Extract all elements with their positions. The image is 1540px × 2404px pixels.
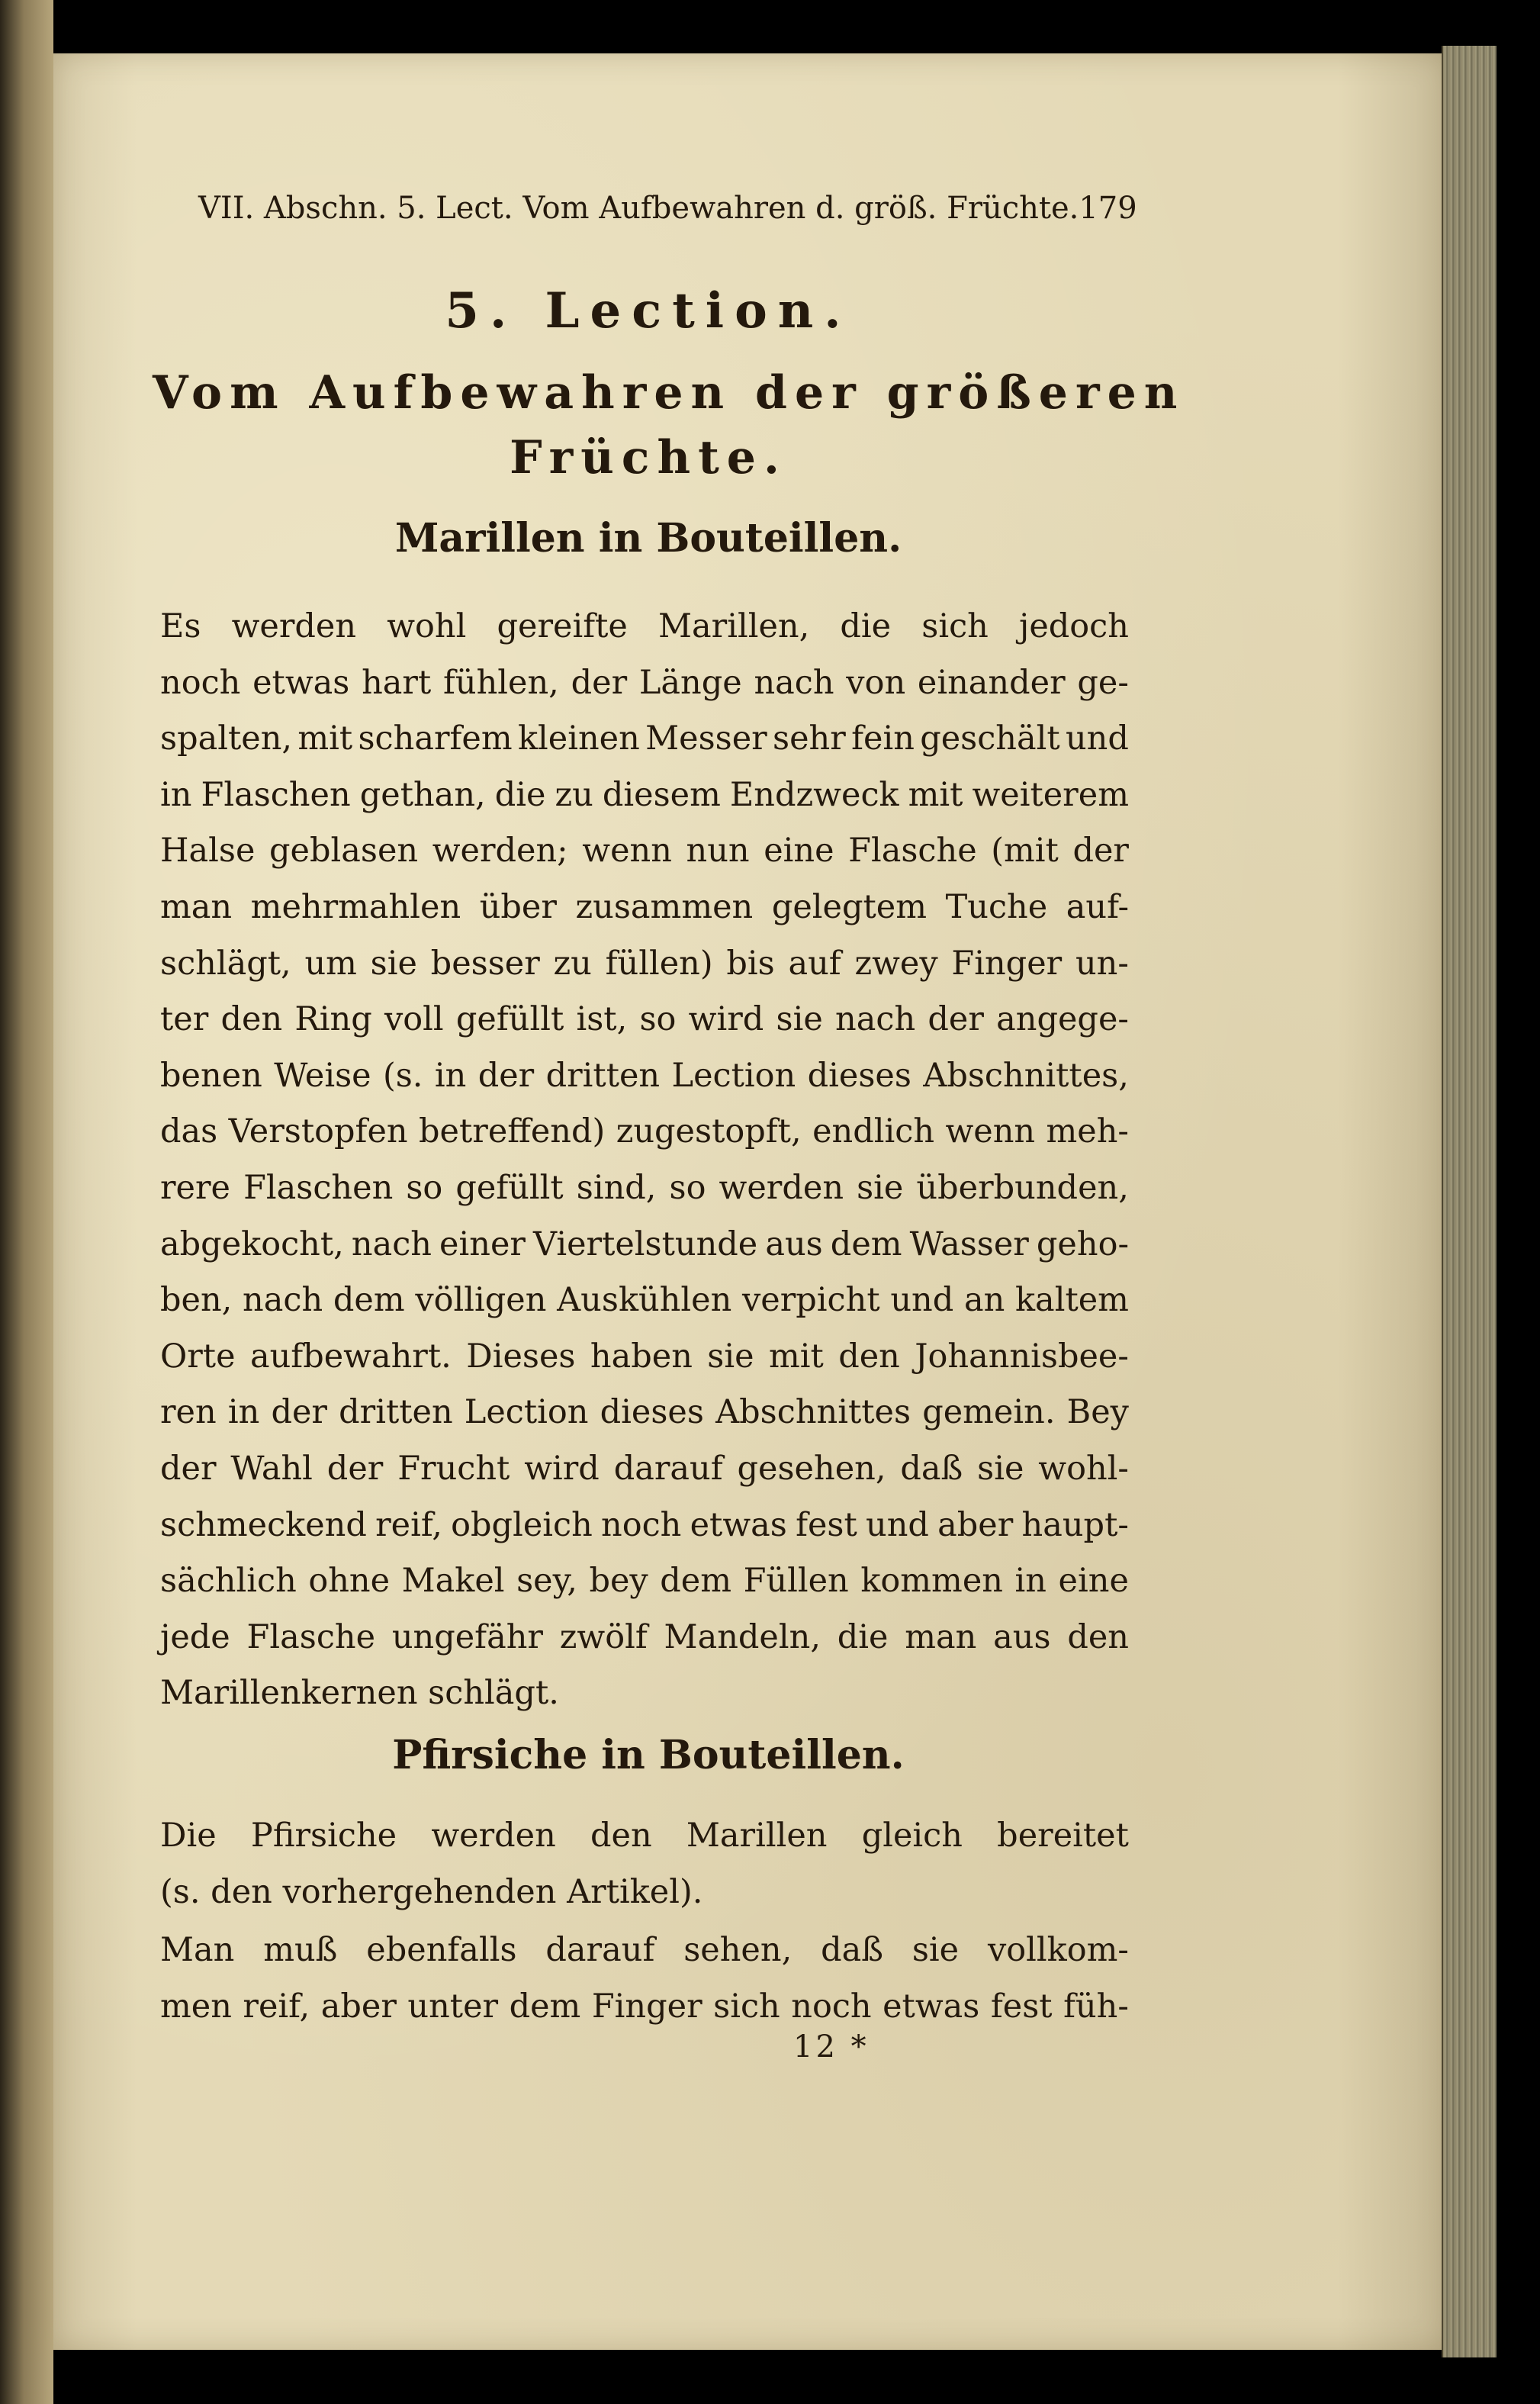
text-line: man mehrmahlen über zusammen gelegtem Tuche auf- [160,887,1129,926]
book-spine-left [0,0,53,2404]
text-line: Es werden wohl gereifte Marillen, die sich jedoch [160,607,1129,645]
text-line: in Flaschen gethan, die zu diesem Endzweck mit weiterem [160,775,1129,814]
text-line: schmeckend reif, obgleich noch etwas fest und aber haupt- [160,1505,1129,1544]
text-line: Halse geblasen werden; wenn nun eine Flasche (mit der [160,832,1129,871]
page-number: 179 [1079,191,1137,226]
text-line: men reif, aber unter dem Finger sich noch etwas fest füh- [160,1987,1129,2026]
running-header [198,191,1137,226]
text-line: Die Pfirsiche werden den Marillen gleich bereitet [160,1817,1129,1855]
text-line: der Wahl der Frucht wird darauf gesehen, daß sie wohl- [160,1449,1129,1488]
section-heading-pfirsiche: Pfirsiche in Bouteillen. [392,1732,905,1778]
text-line: das Verstopfen betreffend) zugestopft, endlich wenn meh- [160,1112,1129,1151]
lesson-number-title: 5. Lection. [445,282,852,340]
lesson-title-line-1: Vom Aufbewahren der größeren [153,366,1185,420]
text-line: noch etwas hart fühlen, der Länge nach von einander ge- [160,663,1129,702]
text-line: ter den Ring voll gefüllt ist, so wird sie nach der angege- [160,1000,1129,1039]
page-edges-right [1442,46,1497,2357]
text-line: benen Weise (s. in der dritten Lection dieses Abschnittes, [160,1056,1129,1095]
text-line: abgekocht, nach einer Viertelstunde aus dem Wasser geho- [160,1225,1129,1263]
text-line: (s. den vorhergehenden Artikel). [160,1872,703,1911]
text-line: jede Flasche ungefähr zwölf Mandeln, die man aus den [160,1617,1129,1656]
text-line: Man muß ebenfalls darauf sehen, daß sie vollkom- [160,1931,1129,1969]
section-heading-marillen: Marillen in Bouteillen. [394,515,902,562]
text-line: schlägt, um sie besser zu füllen) bis auf zwey Finger un- [160,944,1129,983]
text-line: ben, nach dem völligen Auskühlen verpicht und an kaltem [160,1281,1129,1320]
text-line: rere Flaschen so gefüllt sind, so werden sie überbunden, [160,1168,1129,1207]
paragraph-pfirsiche-1 [160,1808,1129,1920]
paragraph-pfirsiche-2 [160,1923,1129,2035]
text-line: Orte aufbewahrt. Dieses haben sie mit den Johannisbee- [160,1337,1129,1376]
printer-signature-mark: 12 * [793,2029,870,2064]
running-title: VII. Abschn. 5. Lect. Vom Aufbewahren d. größ. Früchte. [198,191,1079,226]
text-line: ren in der dritten Lection dieses Abschnittes gemein. Bey [160,1393,1129,1432]
lesson-title-line-2: Früchte. [510,431,787,484]
text-line: sächlich ohne Makel sey, bey dem Füllen kommen in eine [160,1562,1129,1601]
text-line: Marillenkernen schlägt. [160,1674,559,1713]
text-line: spalten, mit scharfem kleinen Messer sehr fein geschält und [160,719,1129,758]
paragraph-marillen [160,599,1129,1722]
